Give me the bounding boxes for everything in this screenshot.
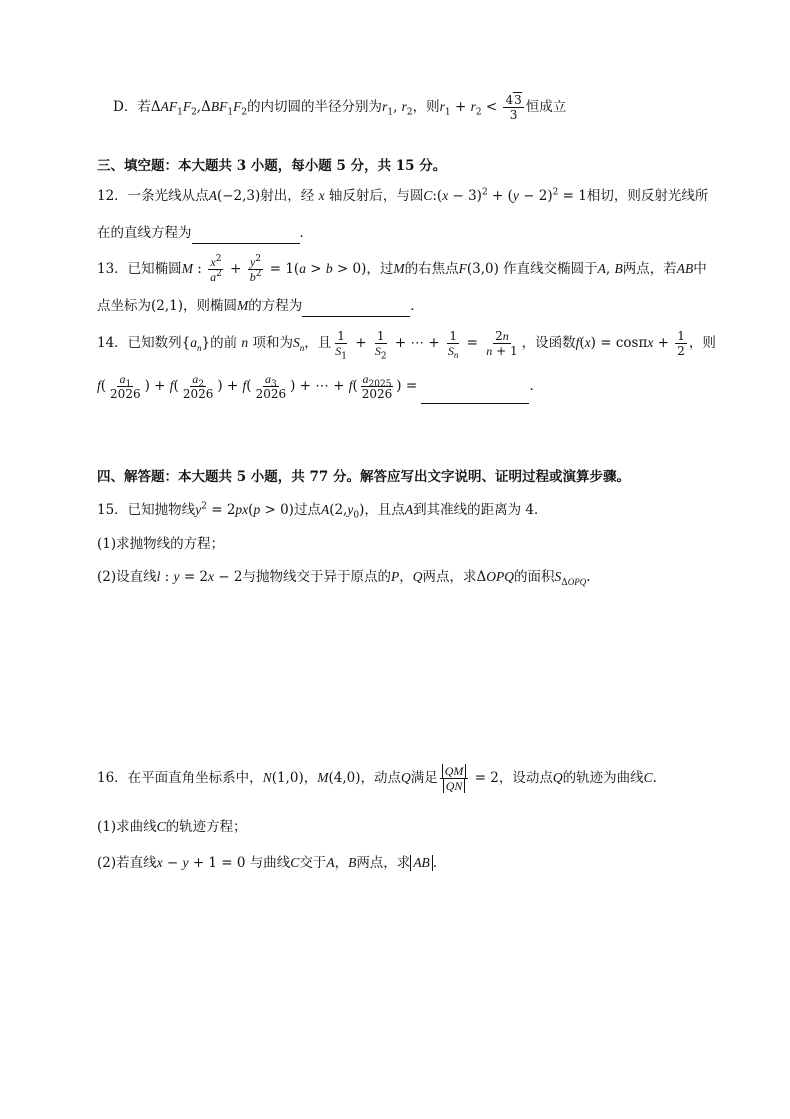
question-12-line-1: 12．一条光线从点A(−2,3)射出，经 x 轴反射后，与圆C:(x − $3)^2 + (y - 2)^2 = 1$相切，则反射光线所 — [97, 187, 709, 204]
question-13-line-1: 13．已知椭圆M : $\frac{x^2}{a^2}$ + $\frac{y^2}{b^2}$ = 1(a > b > 0)，过M的右焦点F(3,0) 作直线交椭圆于A, B两点，若AB中 — [97, 254, 707, 284]
answer-blank[interactable] — [192, 229, 300, 244]
question-12-line-2: 在的直线方程为 ． — [97, 222, 313, 244]
question-14-line-2: f( $\frac{a_1}{2026}$ ) + f( $\frac{a_2}{2026}$ ) + f( $\frac{a_3}{2026}$ ) + ⋯ + f( $\frac{a_{2025}}{2026}$ ) = ． — [97, 368, 543, 404]
question-16-part-1: (1)求曲线C的轨迹方程； — [97, 819, 247, 835]
section-title-solutions: 四、解答题：本大题共 5 小题，共 77 分。解答应写出文字说明、证明过程或演算步骤。 — [97, 469, 630, 485]
fraction: $\frac{1}{S_1}$ — [335, 329, 347, 362]
fraction: $\frac{1}{S_2}$ — [374, 329, 387, 362]
section-title-fill-in: 三、填空题：本大题共 3 小题，每小题 5 分，共 15 分。 — [97, 158, 447, 174]
question-14-line-1: 14．已知数列$\{a_n\}$的前 n 项和为$S_n$，且 $\frac{1}{S_1}$ + $\frac{1}{S_2}$ + ⋯ + $\frac{1}{S_n}$ = $\frac{2n}{n + 1}$ ，设函数f(x) = cosπx + $\frac{1}{2}$ ，则 — [97, 329, 716, 362]
answer-blank[interactable] — [421, 389, 529, 404]
fraction: $\frac{1}{2}$ — [677, 329, 685, 358]
option-d: D．若$\Delta AF_1F_2,\Delta BF_1F_2$的内切圆的半径分别为$r_1$, $r_2$，则$r_1 + r_2$ < $\frac{43}{3}$ 恒成立 — [113, 93, 567, 122]
fraction: $\frac{1}{S_n}$ — [447, 329, 459, 361]
fraction: $\frac{x^2}{a^2}$ — [210, 254, 222, 284]
question-15-line-1: 15．已知抛物线$y^2 = 2px(p > 0)$过点$A(2,y_0)$，且点A到其准线的距离为 4． — [97, 501, 548, 521]
question-16-part-2: (2)若直线x − y + 1 = 0 与曲线C交于A，B两点，求 AB . — [97, 855, 438, 871]
answer-blank[interactable] — [302, 302, 410, 317]
question-15-part-2: (2)设直线l : y = 2x − 2与抛物线交于异于原点的P，Q两点，求ΔOPQ的面积$S_{\Delta OPQ}$. — [97, 569, 591, 588]
question-13-line-2: 点坐标为(2,1)，则椭圆M的方程为 ． — [97, 295, 424, 317]
question-15-part-1: (1)求抛物线的方程； — [97, 536, 225, 552]
fraction: $\frac{a_1}{2026}$ — [110, 372, 141, 401]
fraction: $\frac{a_{2025}}{2026}$ — [361, 372, 393, 401]
fraction: $\frac{y^2}{b^2}$ — [249, 254, 262, 284]
fraction: $\frac{QM}{QN}$ — [440, 764, 469, 793]
fraction: $\frac{a_2}{2026}$ — [182, 372, 214, 401]
fraction: $\frac{2n}{n + 1}$ — [486, 329, 518, 358]
fraction: $\frac{a_3}{2026}$ — [255, 372, 287, 401]
fraction: $\frac{43}{3}$ — [505, 93, 522, 122]
question-16-line-1: 16．在平面直角坐标系中，N(1,0)，M(4,0)，动点Q满足 $\frac{QM}{QN}$ = 2，设动点Q的轨迹为曲线C. — [97, 764, 657, 793]
